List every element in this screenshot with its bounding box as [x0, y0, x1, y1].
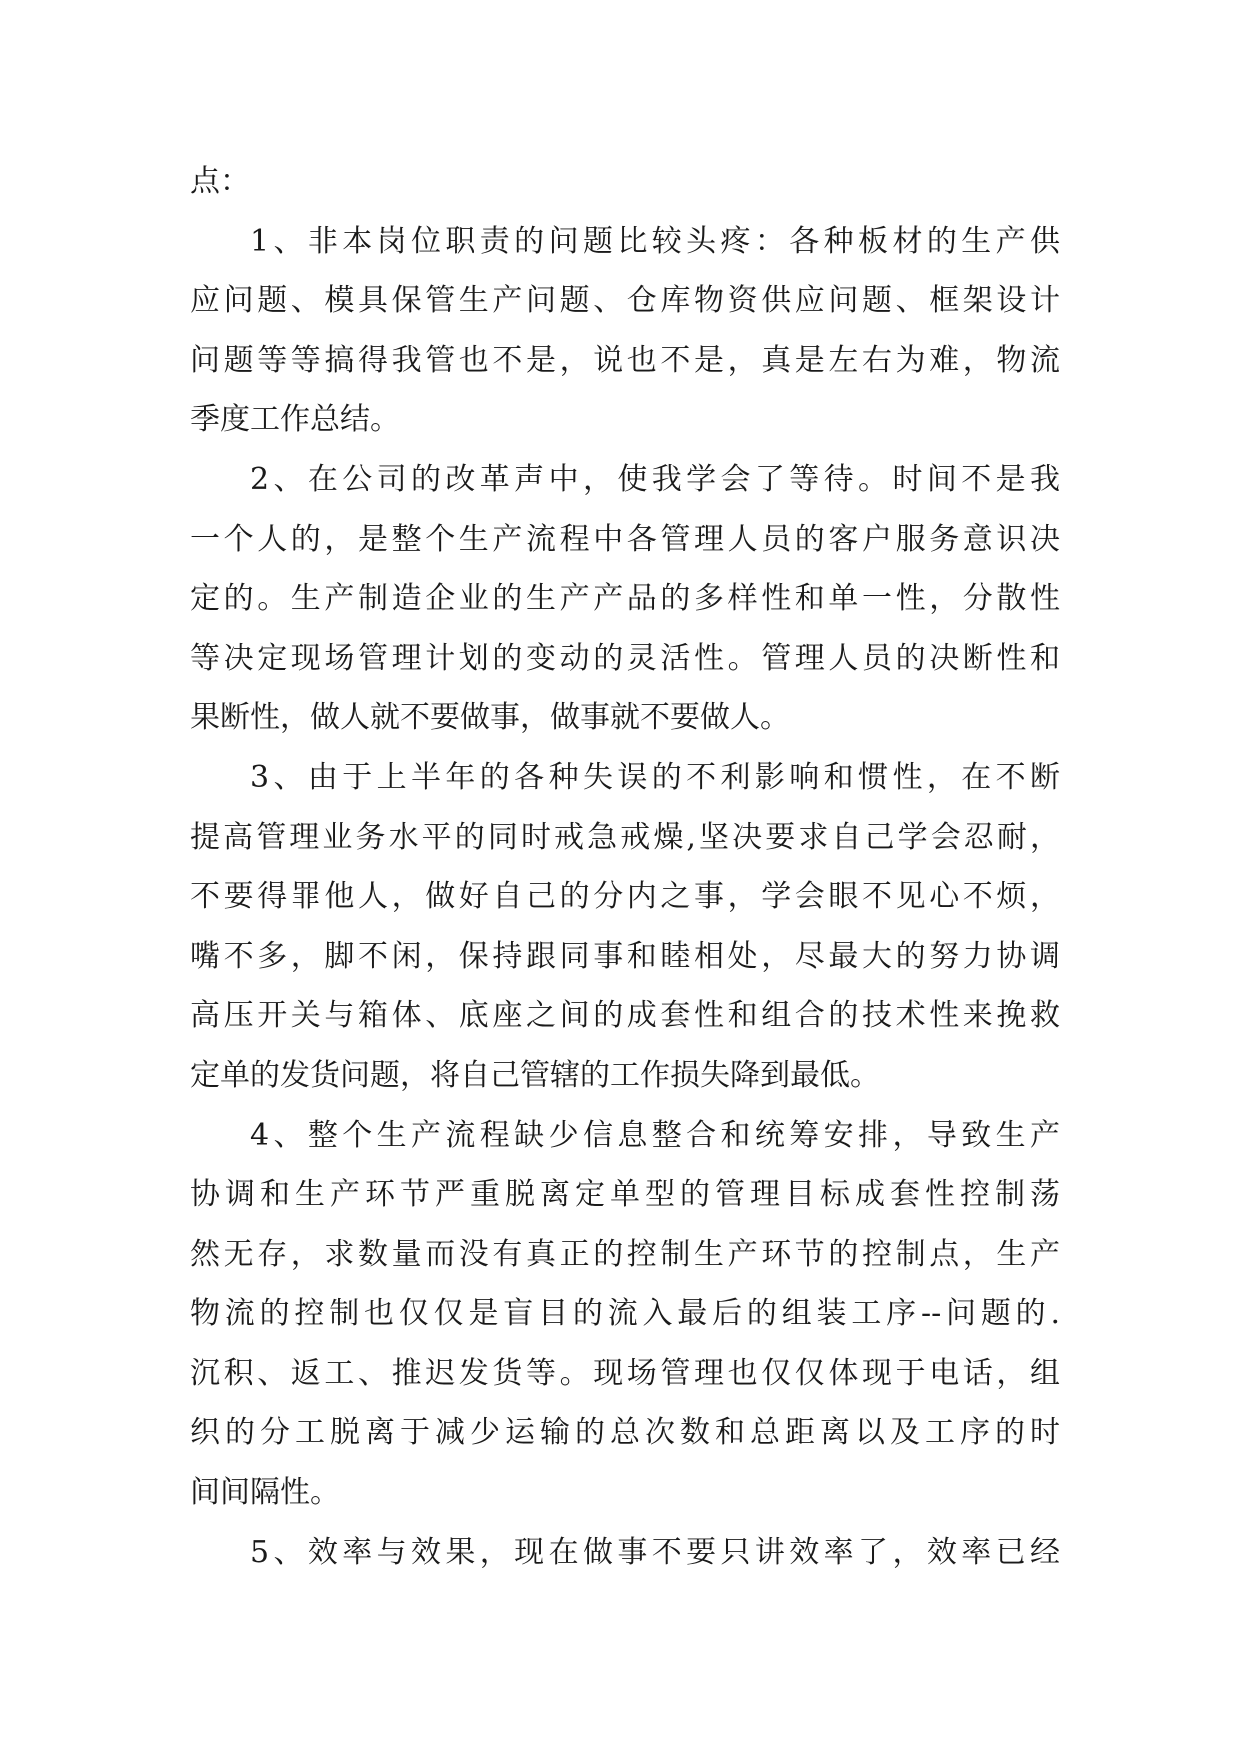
text-line: 一个人的，是整个生产流程中各管理人员的客户服务意识决	[190, 521, 1060, 557]
text-line: 果断性，做人就不要做事，做事就不要做人。	[190, 700, 790, 736]
text-line: 3、由于上半年的各种失误的不利影响和惯性，在不断	[250, 759, 1060, 795]
text-line: 定的。生产制造企业的生产产品的多样性和单一性，分散性	[190, 581, 1060, 617]
text-line: 嘴不多，脚不闲，保持跟同事和睦相处，尽最大的努力协调	[190, 938, 1060, 974]
document-body	[190, 152, 1060, 1582]
paragraph-p3	[190, 748, 1060, 1106]
text-line: 季度工作总结。	[190, 402, 400, 438]
text-line: 沉积、返工、推迟发货等。现场管理也仅仅体现于电话，组	[190, 1355, 1060, 1391]
text-line: 不要得罪他人，做好自己的分内之事，学会眼不见心不烦，	[190, 879, 1060, 915]
text-line: 应问题、模具保管生产问题、仓库物资供应问题、框架设计	[190, 283, 1060, 319]
paragraph-p2	[190, 450, 1060, 748]
text-line: 1、非本岗位职责的问题比较头疼：各种板材的生产供	[250, 223, 1060, 259]
text-line: 然无存，求数量而没有真正的控制生产环节的控制点，生产	[190, 1236, 1060, 1272]
text-line: 协调和生产环节严重脱离定单型的管理目标成套性控制荡	[190, 1177, 1060, 1213]
paragraph-p1	[190, 212, 1060, 450]
text-line: 间间隔性。	[190, 1475, 340, 1511]
text-line: 提高管理业务水平的同时戒急戒燥,坚决要求自己学会忍耐，	[190, 819, 1060, 855]
paragraph-p5	[190, 1523, 1060, 1583]
text-line: 织的分工脱离于减少运输的总次数和总距离以及工序的时	[190, 1415, 1060, 1451]
text-line: 5、效率与效果，现在做事不要只讲效率了，效率已经	[250, 1534, 1060, 1570]
text-line: 4、整个生产流程缺少信息整合和统筹安排，导致生产	[250, 1117, 1060, 1153]
text-line: 高压开关与箱体、底座之间的成套性和组合的技术性来挽救	[190, 998, 1060, 1034]
paragraph-p0	[190, 152, 1060, 212]
text-line: 点：	[190, 164, 250, 199]
text-line: 物流的控制也仅仅是盲目的流入最后的组装工序--问题的.	[190, 1296, 1060, 1332]
text-line: 问题等等搞得我管也不是，说也不是，真是左右为难，物流	[190, 342, 1060, 378]
text-line: 定单的发货问题，将自己管辖的工作损失降到最低。	[190, 1057, 880, 1093]
text-line: 2、在公司的改革声中，使我学会了等待。时间不是我	[250, 461, 1060, 497]
text-line: 等决定现场管理计划的变动的灵活性。管理人员的决断性和	[190, 640, 1060, 676]
paragraph-p4	[190, 1106, 1060, 1523]
